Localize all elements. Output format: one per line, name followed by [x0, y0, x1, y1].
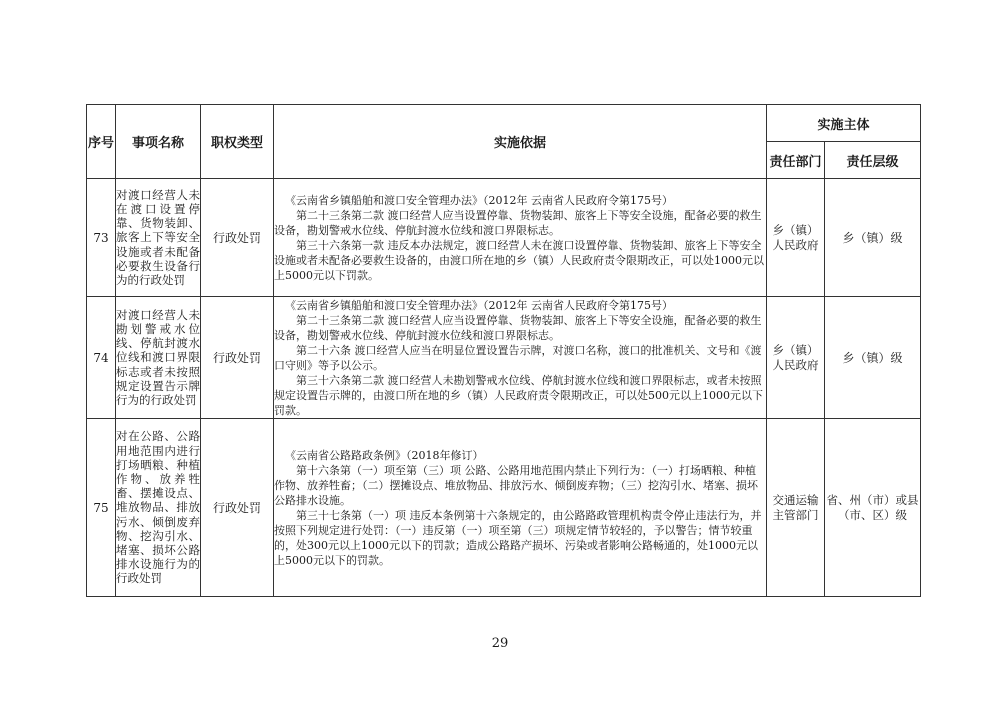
basis-source: 《云南省乡镇船舶和渡口安全管理办法》（2012年 云南省人民政府令第175号） [285, 298, 673, 312]
table-row [87, 179, 921, 297]
page-number: 29 [491, 636, 509, 651]
basis-source: 《云南省公路路政条例》（2018年修订） [285, 448, 484, 462]
basis-article: 第十六条第（一）项至第（三）项 公路、公路用地范围内禁止下列行为：（一）打场晒粮、种植作物、放养牲畜；（二）摆摊设点、堆放物品、排放污水、倾倒废弃物；（三）挖沟引水、堵塞、损坏公路排水设施。 [274, 463, 758, 507]
header-no: 序号 [87, 105, 116, 179]
header-subject: 实施主体 [767, 105, 921, 142]
row-dept: 交通运输主管部门 [767, 419, 825, 597]
header-dept: 责任部门 [767, 142, 825, 179]
basis-article: 第二十三条第二款 渡口经营人应当设置停靠、货物装卸、旅客上下等安全设施，配备必要的救生设备，勘划警戒水位线、停航封渡水位线和渡口界限标志。 [274, 313, 762, 342]
table-row [87, 419, 921, 597]
header-level: 责任层级 [825, 142, 921, 179]
row-level: 乡（镇）级 [825, 179, 921, 297]
basis-article: 第二十三条第二款 渡口经营人应当设置停靠、货物装卸、旅客上下等安全设施，配备必要的救生设备，勘划警戒水位线、停航封渡水位线和渡口界限标志。 [274, 208, 762, 237]
basis-article: 第三十六条第二款 渡口经营人未勘划警戒水位线、停航封渡水位线和渡口界限标志，或者未按照规定设置告示牌的，由渡口所在地的乡（镇）人民政府责令限期改正，可以处500元以上1000元以下罚款。 [274, 373, 763, 417]
row-dept: 乡（镇）人民政府 [767, 179, 825, 297]
row-level: 乡（镇）级 [825, 297, 921, 419]
row-type: 行政处罚 [201, 297, 274, 419]
authority-table [86, 104, 921, 597]
row-basis [274, 179, 767, 297]
row-name: 对渡口经营人未勘划警戒水位线、停航封渡水位线和渡口界限标志或者未按照规定设置告示牌行为的行政处罚 [116, 297, 201, 419]
basis-source: 《云南省乡镇船舶和渡口安全管理办法》（2012年 云南省人民政府令第175号） [285, 193, 673, 207]
row-type: 行政处罚 [201, 179, 274, 297]
row-name: 对渡口经营人未在渡口设置停靠、货物装卸、旅客上下等安全设施或者未配备必要救生设备行为的行政处罚 [116, 179, 201, 297]
table-row [87, 297, 921, 419]
header-name: 事项名称 [116, 105, 201, 179]
row-dept: 乡（镇）人民政府 [767, 297, 825, 419]
header-basis: 实施依据 [274, 105, 767, 179]
row-name: 对在公路、公路用地范围内进行打场晒粮、种植作物、放养牲畜、摆摊设点、堆放物品、排放污水、倾倒废弃物、挖沟引水、堵塞、损坏公路排水设施行为的行政处罚 [116, 419, 201, 597]
basis-article: 第三十七条第（一）项 违反本条例第十六条规定的，由公路路政管理机构责令停止违法行为，并按照下列规定进行处罚：（一）违反第（一）项至第（三）项规定情节较轻的，予以警告；情节较重的，处300元以上1000元以下的罚款；造成公路路产损坏、污染或者影响公路畅通的，处1000元以上5000元以下的罚款。 [274, 508, 762, 567]
row-level: 省、州（市）或县（市、区）级 [825, 419, 921, 597]
row-basis [274, 419, 767, 597]
row-no: 73 [87, 179, 116, 297]
row-no: 74 [87, 297, 116, 419]
basis-article: 第三十六条第一款 违反本办法规定，渡口经营人未在渡口设置停靠、货物装卸、旅客上下等安全设施或者未配备必要救生设备的，由渡口所在地的乡（镇）人民政府责令限期改正，可以处1000元以上5000元以下罚款。 [274, 238, 764, 282]
row-type: 行政处罚 [201, 419, 274, 597]
header-type: 职权类型 [201, 105, 274, 179]
row-no: 75 [87, 419, 116, 597]
basis-article: 第二十六条 渡口经营人应当在明显位置设置告示牌，对渡口名称，渡口的批准机关、文号和《渡口守则》等予以公示。 [274, 343, 762, 372]
row-basis [274, 297, 767, 419]
